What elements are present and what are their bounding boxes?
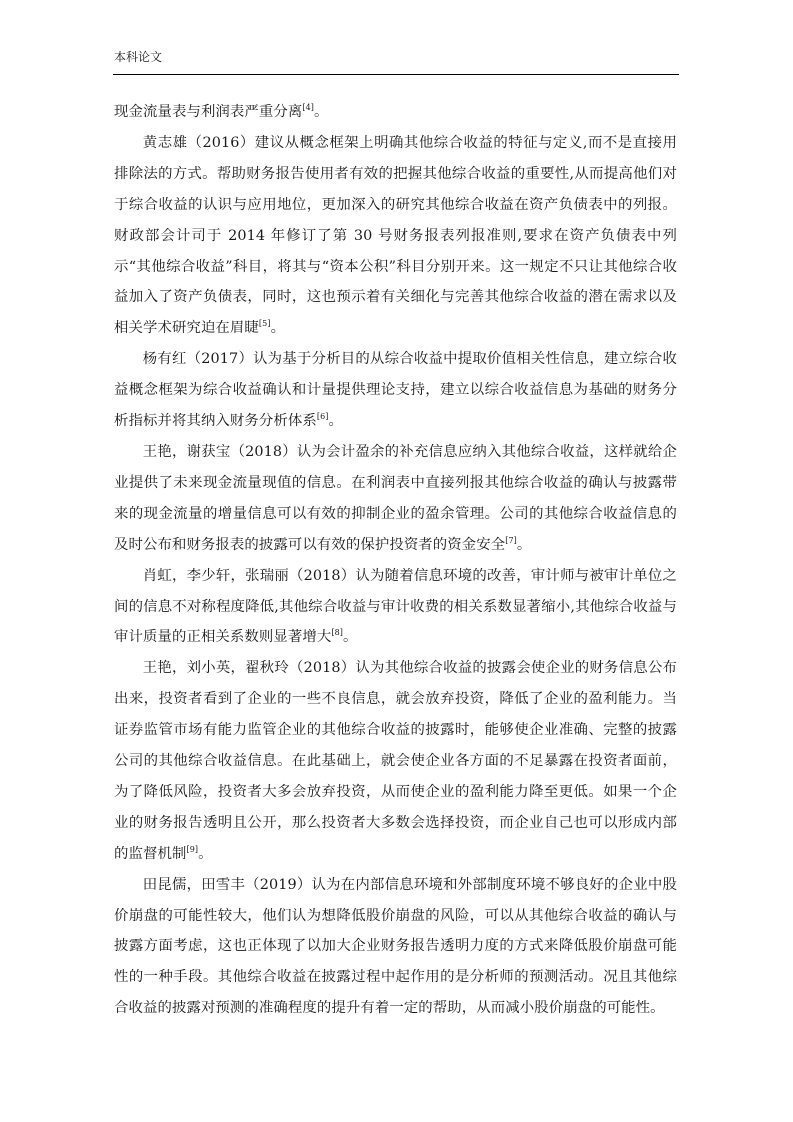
citation-ref: [8] — [331, 628, 344, 638]
paragraph-wang-liu — [114, 653, 677, 869]
paragraph-end: 。 — [270, 320, 286, 337]
paragraph-tian — [114, 870, 677, 1025]
paragraph-wang-xie — [114, 437, 677, 561]
paragraph-end: 。 — [198, 845, 213, 862]
citation-ref: [7] — [505, 535, 517, 545]
paragraph-text: 杨有红（2017）认为基于分析目的从综合收益中提取价值相关性信息，建立综合收益概念框架为综合收益确认和计量提供理论支持，建立以综合收益信息为基础的财务分析指标并将其纳入财务分析体系 — [114, 351, 677, 430]
paragraph-end: 。 — [314, 104, 329, 120]
paragraph-text: 王艳，谢获宝（2018）认为会计盈余的补充信息应纳入其他综合收益，这样就给企业提供了未来现金流量现值的信息。在利润表中直接列报其他综合收益的确认与披露带来的现金流量的增量信息可以有效的抑制企业的盈余管理。公司的其他综合收益信息的及时公布和财务报表的披露可以有效的保护投资者的资金安全 — [114, 443, 677, 553]
page-header: 本科论文 — [114, 50, 163, 64]
paragraph-continuation — [114, 97, 677, 128]
paragraph-text: 黄志雄（2016）建议从概念框架上明确其他综合收益的特征与定义,而不是直接用排除法的方式。帮助财务报告使用者有效的把握其他综合收益的重要性,从而提高他们对于综合收益的认识与应用地位，更加深入的研究其他综合收益在资产负债表中的列报。财政部会计司于 2014 年修订了第 30 号财务报表列报准则,要求在资产负债表中列示“其他综合收益”科目，将其与“资本公积”科目分别开来。这一规定不只让其他综合收益加入了资产负债表，同时，这也预示着有关细化与完善其他综合收益的潜在需求以及相关学术研究迫在眉睫 — [114, 134, 677, 337]
paragraph-text: 现金流量表与利润表严重分离 — [114, 104, 303, 120]
paragraph-end: 。 — [328, 413, 344, 430]
citation-ref: [9] — [186, 844, 199, 854]
citation-ref: [6] — [316, 412, 329, 422]
paragraph-huang — [114, 128, 677, 344]
main-content — [114, 97, 677, 1024]
citation-ref: [5] — [258, 319, 271, 329]
paragraph-text: 王艳，刘小英，翟秋玲（2018）认为其他综合收益的披露会使企业的财务信息公布出来，投资者看到了企业的一些不良信息，就会放弃投资，降低了企业的盈利能力。当证券监管市场有能力监管企业的其他综合收益的披露时，能够使企业准确、完整的披露公司的其他综合收益信息。在此基础上，就会使企业各方面的不足暴露在投资者面前，为了降低风险，投资者大多会放弃投资，从而使企业的盈利能力降至更低。如果一个企业的财务报告透明且公开，那么投资者大多数会选择投资，而企业自己也可以形成内部的监督机制 — [114, 660, 677, 862]
paragraph-text: 田昆儒，田雪丰（2019）认为在内部信息环境和外部制度环境不够良好的企业中股价崩盘的可能性较大，他们认为想降低股价崩盘的风险，可以从其他综合收益的确认与披露方面考虑，这也正体现了以加大企业财务报告透明力度的方式来降低股价崩盘可能性的一种手段。其他综合收益在披露过程中起作用的是分析师的预测活动。况且其他综合收益的披露对预测的准确程度的提升有着一定的帮助，从而减小股价崩盘的可能性。 — [114, 876, 677, 1017]
citation-ref: [4] — [302, 103, 315, 112]
paragraph-end: 。 — [343, 629, 358, 646]
paragraph-xiao — [114, 561, 677, 654]
paragraph-text: 肖虹，李少轩，张瑞丽（2018）认为随着信息环境的改善，审计师与被审计单位之间的信息不对称程度降低,其他综合收益与审计收费的相关系数显著缩小,其他综合收益与审计质量的正相关系数则显著增大 — [114, 567, 677, 646]
header-rule — [113, 74, 679, 75]
paragraph-yang — [114, 344, 677, 437]
paragraph-end: 。 — [516, 536, 532, 553]
